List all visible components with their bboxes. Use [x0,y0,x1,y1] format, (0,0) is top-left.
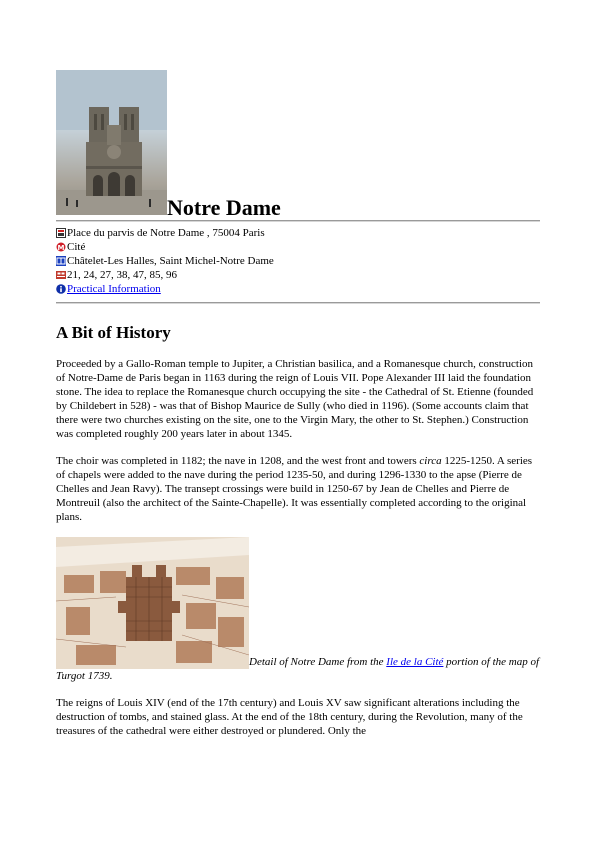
location-info [56,226,540,296]
paragraph-2-text-end: 1225-1250. A series of chapels were added to the nave during the period 1235-50, and during 1296-1330 to the apse (Pierre de Chelles and Jean Ravy). The transept crossings were build in 1250-67 by Jean de Chelles and Pierre de Montreuil (also the architect of the Sainte-Chapelle). It was essentially completed according to the original plans. [56,455,533,523]
notre-dame-photo [56,70,167,215]
history-paragraph-2 [56,454,540,524]
history-heading: A Bit of History [56,323,171,342]
svg-text:M: M [57,244,65,252]
page-title: Notre Dame [167,195,281,220]
ile-de-la-cite-link[interactable]: Ile de la Cité [386,656,444,668]
bus-text: 21, 24, 27, 38, 47, 85, 96 [67,269,177,281]
practical-line [56,282,540,296]
rer-icon [56,256,66,266]
history-paragraph-1: Proceeded by a Gallo-Roman temple to Jupiter, a Christian basilica, and a Romanesque church, construction of Notre-Dame de Paris began in 1163 during the reign of Louis VII. Pope Alexander III laid the foundation stone. The idea to replace the Romanesque church occupying the site - the Cathedral of St. Etienne (founded by Childebert in 528) - was that of Bishop Maurice de Sully (who died in 1196). (Some accounts claim that there were two churches existing on the site, one to the Virgin Mary, the other to St. Stephen.) Construction was completed roughly 200 years later in about 1345. [56,358,534,440]
rer-text: Châtelet-Les Halles, Saint Michel-Notre Dame [67,255,274,267]
map-caption-start: Detail of Notre Dame from the [249,656,387,668]
history-paragraph-3: The reigns of Louis XIV (end of the 17th century) and Louis XV saw significant alterations including the destruction of tombs, and stained glass. At the end of the 18th century, during the Revolution, many of the treasures of the cathedral were either destroyed or plundered. Only the [56,697,523,737]
metro-text: Cité [67,241,86,253]
turgot-map-figure [56,537,540,683]
paragraph-2-text-start: The choir was completed in 1182; the nave in 1208, and the west front and towers [56,455,420,467]
rer-line [56,254,540,268]
document-page [56,70,540,751]
address-text: Place du parvis de Notre Dame , 75004 Paris [67,227,265,239]
address-line [56,226,540,240]
circa-emphasis: circa [419,455,442,467]
address-icon [56,228,66,238]
practical-information-link[interactable]: Practical Information [67,283,161,295]
bus-line [56,268,540,282]
info-icon [56,284,66,294]
metro-icon [56,242,66,252]
title-row [56,70,540,220]
divider-top [56,220,540,222]
bus-icon [56,270,66,280]
metro-line [56,240,540,254]
turgot-map-image [56,537,249,669]
map-caption-end: portion of the map of Turgot 1739. [56,656,540,682]
divider-bottom [56,302,540,304]
